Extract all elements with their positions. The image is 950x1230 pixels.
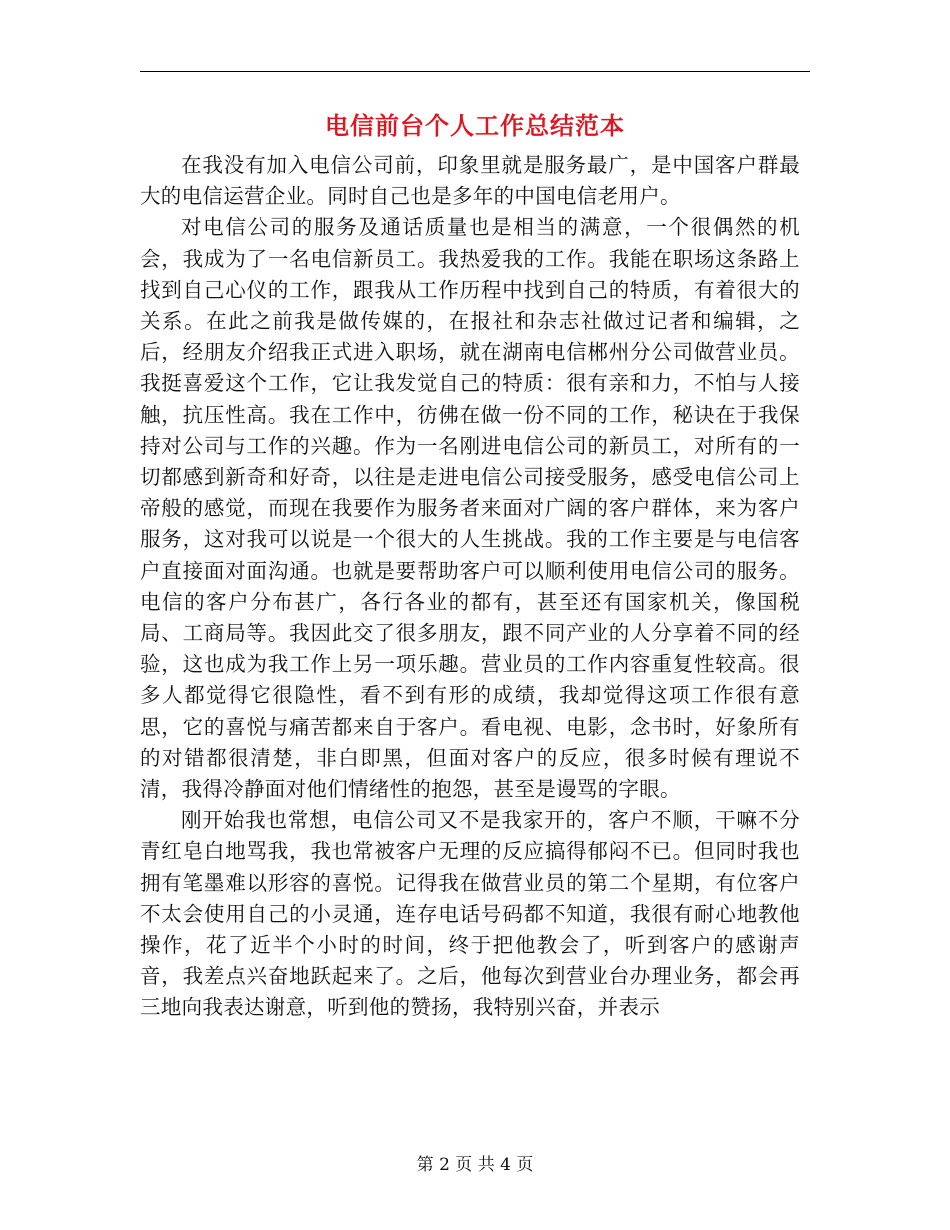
footer-suffix: 页 <box>516 1155 534 1175</box>
footer-mid: 页 <box>455 1155 473 1175</box>
document-body <box>140 150 800 1024</box>
paragraph-2: 对电信公司的服务及通话质量也是相当的满意，一个很偶然的机会，我成为了一名电信新员工。我热爱我的工作。我能在职场这条路上找到自己心仪的工作，跟我从工作历程中找到自己的特质，有着很大的关系。在此之前我是做传媒的，在报社和杂志社做过记者和编辑，之后，经朋友介绍我正式进入职场，就在湖南电信郴州分公司做营业员。我挺喜爱这个工作，它让我发觉自己的特质：很有亲和力，不怕与人接触，抗压性高。我在工作中，彷佛在做一份不同的工作，秘诀在于我保持对公司与工作的兴趣。作为一名刚进电信公司的新员工，对所有的一切都感到新奇和好奇，以往是走进电信公司接受服务，感受电信公司上帝般的感觉，而现在我要作为服务者来面对广阔的客户群体，来为客户服务，这对我可以说是一个很大的人生挑战。我的工作主要是与电信客户直接面对面沟通。也就是要帮助客户可以顺利使用电信公司的服务。电信的客户分布甚广，各行各业的都有，甚至还有国家机关，像国税局、工商局等。我因此交了很多朋友，跟不同产业的人分享着不同的经验，这也成为我工作上另一项乐趣。营业员的工作内容重复性较高。很多人都觉得它很隐性，看不到有形的成绩，我却觉得这项工作很有意思，它的喜悦与痛苦都来自于客户。看电视、电影，念书时，好象所有的对错都很清楚，非白即黑，但面对客户的反应，很多时候有理说不清，我得冷静面对他们情绪性的抱怨，甚至是谩骂的字眼。 <box>140 215 800 802</box>
document-title: 电信前台个人工作总结范本 <box>325 111 625 140</box>
paragraph-1: 在我没有加入电信公司前，印象里就是服务最广，是中国客户群最大的电信运营企业。同时自己也是多年的中国电信老用户。 <box>140 153 800 209</box>
footer-total-label: 共 <box>477 1155 495 1175</box>
footer-prefix: 第 <box>416 1155 434 1175</box>
page-footer <box>0 1153 950 1177</box>
footer-total-pages: 4 <box>500 1155 511 1175</box>
paragraph-3: 刚开始我也常想，电信公司又不是我家开的，客户不顺，干嘛不分青红皂白地骂我，我也常被客户无理的反应搞得郁闷不已。但同时我也拥有笔墨难以形容的喜悦。记得我在做营业员的第二个星期，有位客户不太会使用自己的小灵通，连存电话号码都不知道，我很有耐心地教他操作，花了近半个小时的时间，终于把他教会了，听到客户的感谢声音，我差点兴奋地跃起来了。之后，他每次到营业台办理业务，都会再三地向我表达谢意，听到他的赞扬，我特别兴奋，并表示 <box>140 808 800 1020</box>
footer-current-page: 2 <box>439 1155 450 1175</box>
header-rule <box>140 71 810 72</box>
